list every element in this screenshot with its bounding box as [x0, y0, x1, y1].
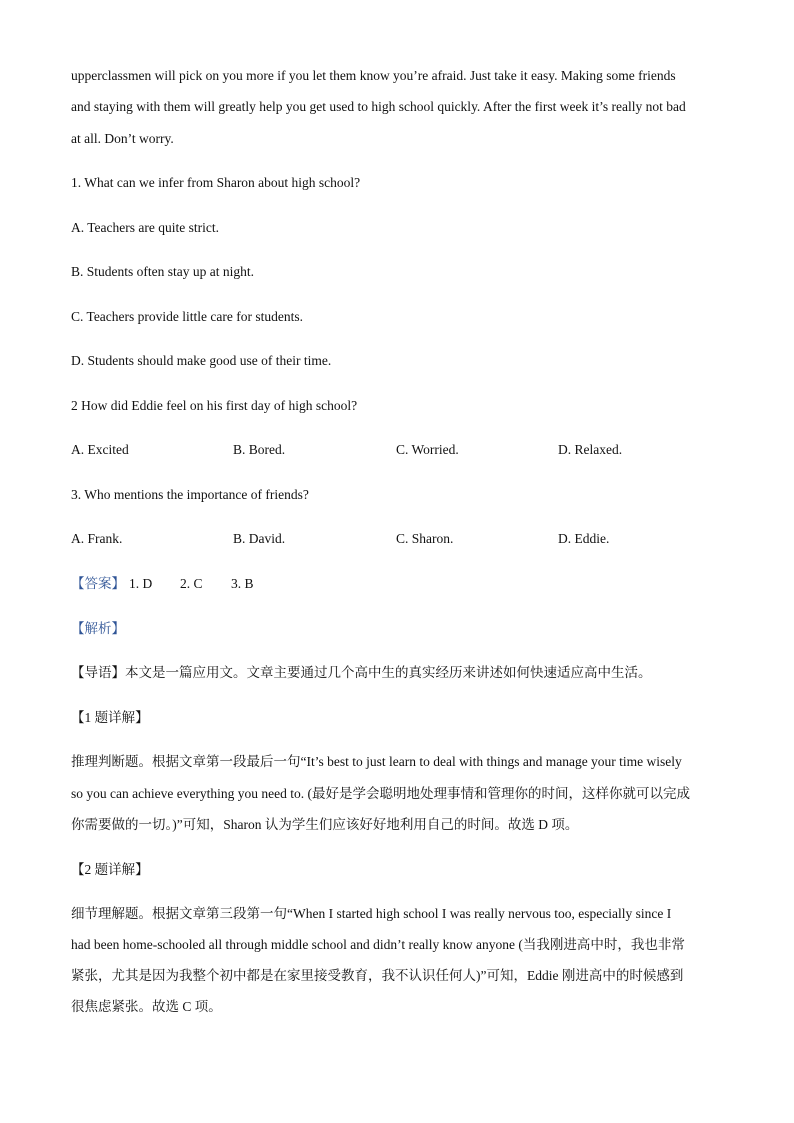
question-1-option-c: C. Teachers provide little care for students. — [71, 309, 303, 324]
question-1-stem: 1. What can we infer from Sharon about high school? — [71, 175, 361, 190]
passage-line-1: upperclassmen will pick on you more if you let them know you’re afraid. Just take it easy. Making some friends — [71, 68, 676, 83]
question-2-option-a: A. Excited — [71, 442, 129, 457]
answer-item-2: 2. C — [180, 576, 203, 591]
question-3-option-a: A. Frank. — [71, 531, 123, 546]
passage-line-2: and staying with them will greatly help you get used to high school quickly. After the first week it’s really not bad — [71, 99, 686, 114]
answer-item-1: 1. D — [129, 576, 153, 591]
question-1-option-a: A. Teachers are quite strict. — [71, 220, 219, 235]
detail-2-label: 【2 题详解】 — [71, 862, 149, 877]
question-2-stem: 2 How did Eddie feel on his first day of high school? — [71, 398, 358, 413]
question-2-option-d: D. Relaxed. — [558, 442, 623, 457]
guide-label: 【导语】 — [71, 665, 125, 680]
analysis-label: 【解析】 — [71, 621, 125, 636]
question-1-option-b: B. Students often stay up at night. — [71, 264, 254, 279]
detail-1-line-3: 你需要做的一切。)”可知，Sharon 认为学生们应该好好地利用自己的时间。故选 D 项。 — [71, 817, 579, 832]
detail-2-line-3: 紧张，尤其是因为我整个初中都是在家里接受教育，我不认识任何人)”可知，Eddie 刚进高中的时候感到 — [71, 968, 684, 983]
question-3-stem: 3. Who mentions the importance of friends? — [71, 487, 309, 502]
detail-1-label: 【1 题详解】 — [71, 710, 149, 725]
question-3-option-b: B. David. — [233, 531, 286, 546]
answer-item-3: 3. B — [231, 576, 254, 591]
detail-1-line-1: 推理判断题。根据文章第一段最后一句“It’s best to just learn to deal with things and manage your time wisely — [71, 754, 682, 769]
question-3-option-d: D. Eddie. — [558, 531, 610, 546]
question-3-option-c: C. Sharon. — [396, 531, 454, 546]
guide-line — [71, 664, 652, 682]
detail-2-line-4: 很焦虑紧张。故选 C 项。 — [71, 999, 222, 1014]
detail-2-line-1: 细节理解题。根据文章第三段第一句“When I started high school I was really nervous too, especially since I — [71, 906, 672, 921]
question-2-option-c: C. Worried. — [396, 442, 459, 457]
question-2-option-b: B. Bored. — [233, 442, 286, 457]
passage-line-3: at all. Don’t worry. — [71, 131, 174, 146]
guide-text: 本文是一篇应用文。文章主要通过几个高中生的真实经历来讲述如何快速适应高中生活。 — [125, 665, 652, 680]
detail-1-line-2: so you can achieve everything you need to. (最好是学会聪明地处理事情和管理你的时间，这样你就可以完成 — [71, 786, 691, 801]
detail-2-line-2: had been home-schooled all through middle school and didn’t really know anyone (当我刚进高中时，我也非常 — [71, 937, 685, 952]
answer-label: 【答案】 — [71, 576, 125, 591]
question-1-option-d: D. Students should make good use of their time. — [71, 353, 332, 368]
